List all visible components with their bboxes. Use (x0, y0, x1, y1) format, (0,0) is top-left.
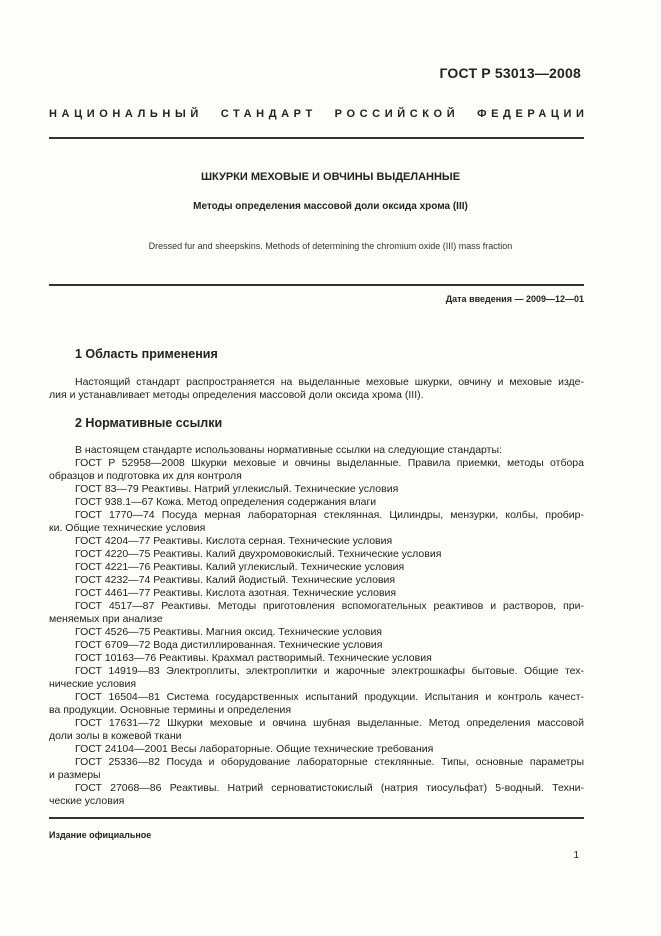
header-word: РОССИЙСКОЙ (334, 108, 460, 120)
reference-line: ГОСТ 83—79 Реактивы. Натрий углекислый. Технические условия (75, 483, 399, 495)
reference-line: доли золы в кожевой ткани (49, 730, 182, 742)
reference-line: ГОСТ 16504—81 Система государственных испытаний продукции. Испытания и контроль качест- (75, 691, 584, 703)
text-line: В настоящем стандарте использованы нормативные ссылки на следующие стандарты: (75, 444, 502, 456)
reference-line: нические условия (49, 678, 137, 690)
footer-divider (49, 817, 584, 819)
reference-line: ческие условия (49, 795, 125, 807)
reference-line: меняемых при анализе (49, 613, 163, 625)
document-code: ГОСТ Р 53013—2008 (439, 65, 581, 81)
reference-line: ГОСТ 1770—74 Посуда мерная лабораторная стеклянная. Цилиндры, мензурки, колбы, пробир- (75, 509, 584, 521)
text-line: лия и устанавливает методы определения массовой доли оксида хрома (III). (49, 389, 424, 401)
national-standard-header (49, 108, 589, 120)
scope-paragraph (49, 376, 584, 402)
edition-label: Издание официальное (49, 830, 152, 840)
reference-line: ки. Общие технические условия (49, 522, 206, 534)
reference-line: ГОСТ 4232—74 Реактивы. Калий йодистый. Технические условия (75, 574, 396, 586)
reference-line: образцов и подготовка их для контроля (49, 470, 242, 482)
reference-line: ГОСТ 938.1—67 Кожа. Метод определения содержания влаги (75, 496, 377, 508)
page-number: 1 (573, 850, 579, 861)
reference-line: ГОСТ 24104—2001 Весы лабораторные. Общие технические требования (75, 743, 434, 755)
reference-line: ГОСТ 4204—77 Реактивы. Кислота серная. Технические условия (75, 535, 393, 547)
reference-line: ГОСТ 4221—76 Реактивы. Калий углекислый. Технические условия (75, 561, 405, 573)
text-line: Настоящий стандарт распространяется на выделанные меховые шкурки, овчину и меховые изде- (75, 376, 584, 388)
reference-line: ГОСТ 6709—72 Вода дистиллированная. Технические условия (75, 639, 383, 651)
reference-line: ГОСТ 17631—72 Шкурки меховые и овчина шубная выделанные. Метод определения массовой (75, 717, 584, 729)
reference-line: ГОСТ 4220—75 Реактивы. Калий двухромовокислый. Технические условия (75, 548, 442, 560)
title-divider (49, 284, 584, 286)
normative-references-list (49, 444, 584, 808)
top-divider (49, 137, 584, 139)
reference-line: и размеры (49, 769, 101, 781)
header-word: СТАНДАРТ (220, 108, 317, 120)
reference-line: ГОСТ 25336—82 Посуда и оборудование лабораторные стеклянные. Типы, основные параметры (75, 756, 584, 768)
reference-line: ГОСТ 10163—76 Реактивы. Крахмал растворимый. Технические условия (75, 652, 432, 664)
document-subtitle: Методы определения массовой доли оксида хрома (III) (193, 201, 468, 212)
section-heading-scope: 1 Область применения (75, 347, 218, 361)
introduction-date: Дата введения — 2009—12—01 (445, 294, 584, 304)
reference-line: ГОСТ 4526—75 Реактивы. Магния оксид. Технические условия (75, 626, 382, 638)
reference-line: ва продукции. Основные термины и определения (49, 704, 292, 716)
reference-line: ГОСТ 14919—83 Электроплиты, электроплитки и жарочные электрошкафы бытовые. Общие тех- (75, 665, 584, 677)
reference-line: ГОСТ Р 52958—2008 Шкурки меховые и овчины выделанные. Правила приемки, методы отбора (75, 457, 584, 469)
section-heading-normative-references: 2 Нормативные ссылки (75, 416, 223, 430)
english-title: Dressed fur and sheepskins. Methods of determining the chromium oxide (III) mass fraction (148, 241, 513, 251)
header-word: НАЦИОНАЛЬНЫЙ (49, 108, 203, 120)
reference-line: ГОСТ 27068—86 Реактивы. Натрий серноватистокислый (натрия тиосульфат) 5-водный. Техни- (75, 782, 584, 794)
document-title: ШКУРКИ МЕХОВЫЕ И ОВЧИНЫ ВЫДЕЛАННЫЕ (200, 171, 461, 183)
reference-line: ГОСТ 4517—87 Реактивы. Методы приготовления вспомогательных реактивов и растворов, при- (75, 600, 584, 612)
header-word: ФЕДЕРАЦИИ (477, 108, 589, 120)
reference-line: ГОСТ 4461—77 Реактивы. Кислота азотная. Технические условия (75, 587, 397, 599)
